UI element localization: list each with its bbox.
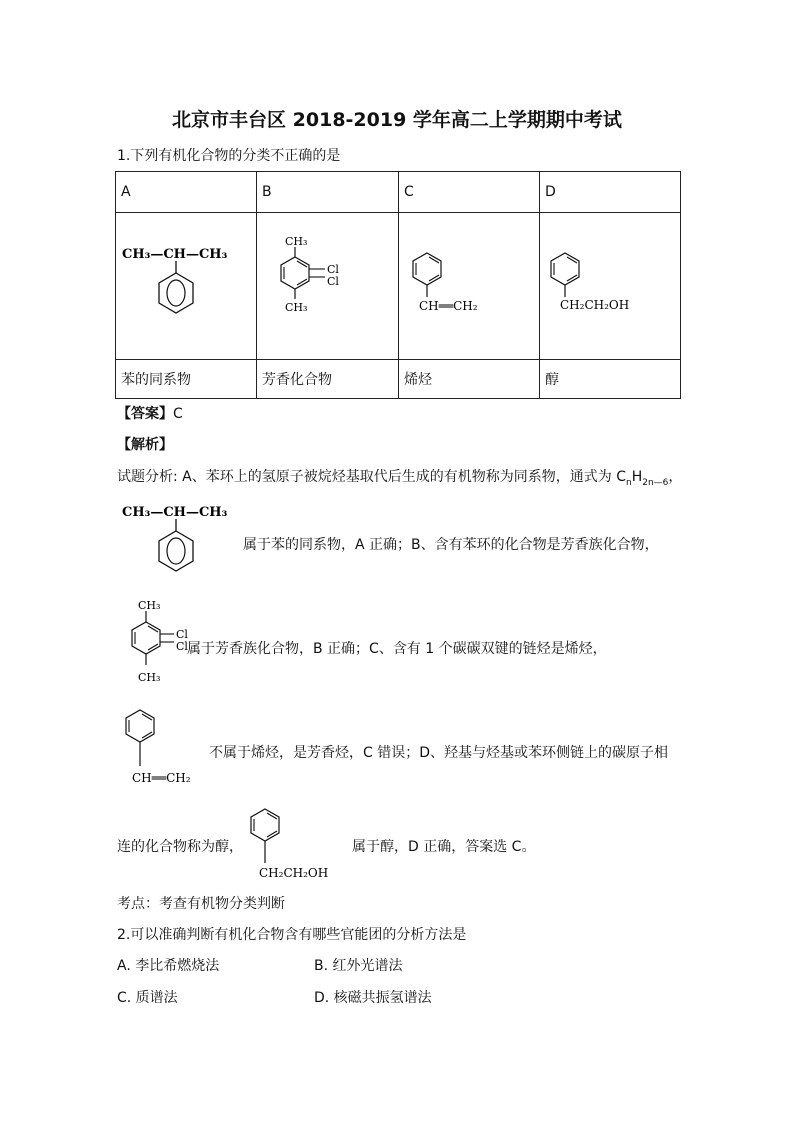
formula-sub-2n6: 2n—6 xyxy=(642,477,669,488)
structure-label-cl1: Cl xyxy=(176,628,188,641)
structure-label-top: CH₃ xyxy=(285,235,308,248)
analysis-intro-end: ， xyxy=(668,469,683,485)
answer-tag: 【答案】 xyxy=(117,406,173,422)
analysis-para-c: 不属于烯烃，是芳香烃，C 错误；D、羟基与烃基或苯环侧链上的碳原子相 xyxy=(209,745,669,761)
formula-h: H xyxy=(631,469,643,485)
option-d-class: 醇 xyxy=(540,360,681,399)
option-d-structure xyxy=(540,213,681,360)
inline-structure-a xyxy=(118,498,248,588)
structure-label-chain: CH══CH₂ xyxy=(419,299,478,313)
isopropylbenzene-structure xyxy=(116,213,257,355)
q2-option-a: A. 李比希燃烧法 xyxy=(117,958,220,974)
inline-structure-d xyxy=(245,805,360,885)
answer-value: C xyxy=(173,406,183,422)
phenylethanol-structure xyxy=(540,213,681,355)
option-d-letter: D xyxy=(540,172,681,213)
option-a-structure xyxy=(116,213,257,360)
analysis-tag: 【解析】 xyxy=(117,437,173,453)
structure-label-bottom: CH₃ xyxy=(138,671,161,684)
option-b-class: 芳香化合物 xyxy=(257,360,399,399)
structure-label-chain: CH₃—CH—CH₃ xyxy=(122,247,228,262)
analysis-intro-text: 试题分析: A、苯环上的氢原子被烷烃基取代后生成的有机物称为同系物，通式为 C xyxy=(117,469,626,485)
structure-label-chain: CH₂CH₂OH xyxy=(560,298,630,312)
analysis-para-d1: 连的化合物称为醇， xyxy=(117,839,243,855)
option-c-letter: C xyxy=(399,172,540,213)
q1-options-table xyxy=(115,171,681,399)
structure-label-cl2: Cl xyxy=(176,640,188,653)
option-b-letter: B xyxy=(257,172,399,213)
answer-line xyxy=(117,403,183,423)
structure-label-bottom: CH₃ xyxy=(285,301,308,314)
structure-label-chain: CH₃—CH—CH₃ xyxy=(122,505,228,520)
analysis-para-b: 属于芳香族化合物，B 正确；C、含有 1 个碳碳双键的链烃是烯烃， xyxy=(187,641,607,657)
option-c-structure xyxy=(399,213,540,360)
dimethyl-dichlorobenzene-structure xyxy=(257,213,399,355)
option-a-letter: A xyxy=(116,172,257,213)
q2-stem: 2.可以准确判断有机化合物含有哪些官能团的分析方法是 xyxy=(117,927,467,943)
structure-label-chain: CH══CH₂ xyxy=(132,771,191,785)
kaodian: 考点：考查有机物分类判断 xyxy=(117,896,285,912)
analysis-para-d2: 属于醇，D 正确，答案选 C。 xyxy=(352,839,536,855)
analysis-para-a: 属于苯的同系物，A 正确；B、含有苯环的化合物是芳香族化合物， xyxy=(243,537,659,553)
option-a-class: 苯的同系物 xyxy=(116,360,257,399)
option-b-structure xyxy=(257,213,399,360)
analysis-intro xyxy=(117,466,682,488)
q2-option-b: B. 红外光谱法 xyxy=(314,958,403,974)
q1-stem: 1.下列有机化合物的分类不正确的是 xyxy=(117,148,341,164)
styrene-structure xyxy=(399,213,540,355)
page-title: 北京市丰台区 2018-2019 学年高二上学期期中考试 xyxy=(172,109,622,131)
structure-label-top: CH₃ xyxy=(138,599,161,612)
structure-label-cl1: Cl xyxy=(327,263,339,276)
structure-label-chain: CH₂CH₂OH xyxy=(259,866,329,880)
structure-label-cl2: Cl xyxy=(327,275,339,288)
inline-structure-c xyxy=(118,704,218,794)
formula-sub-n: n xyxy=(625,477,632,488)
q2-option-c: C. 质谱法 xyxy=(117,990,178,1006)
q2-option-d: D. 核磁共振氢谱法 xyxy=(314,990,432,1006)
option-c-class: 烯烃 xyxy=(399,360,540,399)
